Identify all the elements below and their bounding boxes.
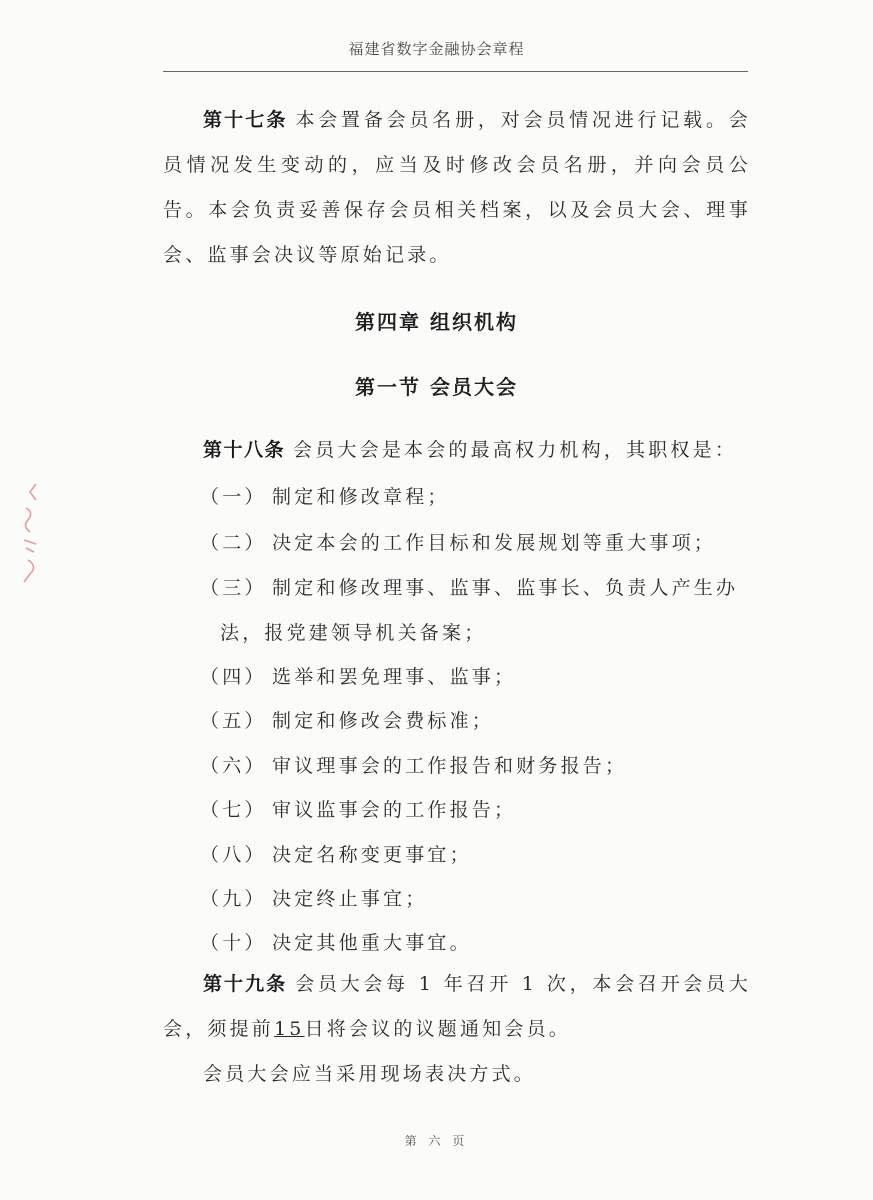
article-19-text-end: 日将会议的议题通知会员。 [304, 1018, 571, 1040]
list-item-text: 决定其他重大事宜。 [272, 932, 472, 954]
article-19-text: 会员大会每 1 年召开 1 次，本会召开会员大会，须提前 [163, 973, 751, 1040]
article-19-paragraph-2: 会员大会应当采用现场表决方式。 [203, 1063, 537, 1085]
list-item-number: （九） [200, 888, 267, 910]
article-18-text: 会员大会是本会的最高权力机构，其职权是： [293, 439, 738, 461]
list-item-text: 审议监事会的工作报告； [272, 799, 517, 821]
running-header: 福建省数字金融协会章程 [348, 40, 525, 58]
list-item [200, 573, 760, 600]
list-item-text: 制定和修改章程； [272, 486, 450, 508]
list-item-number: （七） [200, 799, 267, 821]
list-item [200, 928, 760, 955]
list-item [200, 528, 760, 555]
list-item-number: （六） [200, 755, 267, 777]
article-17-text: 本会置备会员名册，对会员情况进行记载。会员情况发生变动的，应当及时修改会员名册，并向会员公告。本会负责妥善保存会员相关档案，以及会员大会、理事会、监事会决议等原始记录。 [163, 109, 751, 266]
header-rule [163, 71, 748, 72]
article-19-label: 第十九条 [203, 973, 288, 995]
list-item [200, 706, 760, 733]
chapter-title: 第四章 组织机构 [355, 310, 518, 334]
article-19 [163, 962, 751, 1052]
list-item [200, 795, 760, 822]
list-item-text: 决定本会的工作目标和发展规划等重大事项； [272, 532, 717, 554]
list-item-text: 制定和修改会费标准； [272, 710, 495, 732]
list-item-text: 决定名称变更事宜； [272, 844, 472, 866]
article-19-days: 15 [274, 1018, 305, 1040]
list-item-text: 审议理事会的工作报告和财务报告； [272, 755, 628, 777]
article-17-label: 第十七条 [203, 109, 288, 131]
list-item-text: 制定和修改理事、监事、监事长、负责人产生办 [272, 577, 739, 599]
list-item-number: （二） [200, 532, 267, 554]
list-item [200, 751, 760, 778]
list-item-text: 决定终止事宜； [272, 888, 428, 910]
list-item [200, 840, 760, 867]
list-item [200, 662, 760, 689]
article-18-intro [163, 428, 751, 473]
article-18-label: 第十八条 [203, 439, 286, 461]
page-number: 第 六 页 [404, 1134, 469, 1148]
section-title: 第一节 会员大会 [355, 375, 518, 399]
list-item-number: （五） [200, 710, 267, 732]
article-17 [163, 98, 751, 278]
seal-stamp-fragment [16, 478, 44, 588]
list-item-number: （十） [200, 932, 267, 954]
list-item-text: 选举和罢免理事、监事； [272, 666, 517, 688]
list-item-number: （三） [200, 577, 267, 599]
list-item [200, 482, 760, 509]
list-item-number: （一） [200, 486, 267, 508]
list-item-continuation: 法，报党建领导机关备案； [220, 622, 487, 644]
list-item-number: （八） [200, 844, 267, 866]
list-item-number: （四） [200, 666, 267, 688]
list-item [200, 884, 760, 911]
